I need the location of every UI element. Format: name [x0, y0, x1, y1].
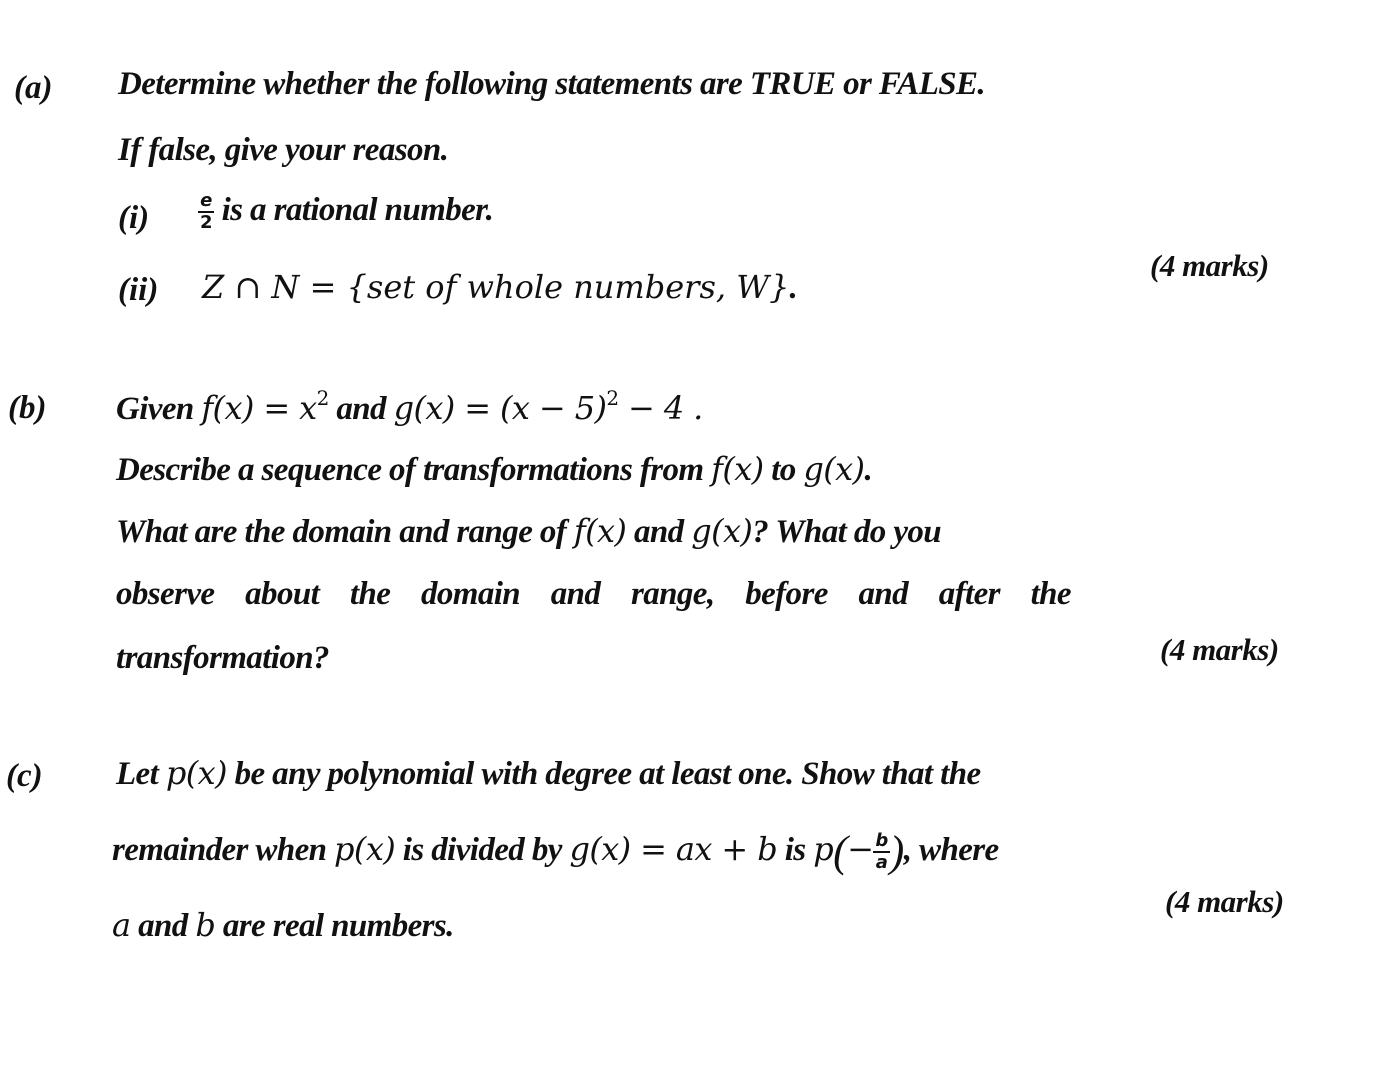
observe-word: the	[349, 576, 391, 612]
part-b-marks: (4 marks)	[1160, 632, 1279, 667]
fraction-denominator: a	[875, 852, 888, 874]
item-ii-label: (ii)	[118, 272, 159, 308]
and-text: and	[130, 908, 196, 944]
close-paren: )	[889, 827, 904, 876]
part-b-describe-line	[116, 450, 872, 489]
set-intersection-equation: Z ∩ N = {set of whole numbers, W}	[202, 268, 790, 306]
part-a-instruction-line1	[118, 66, 985, 103]
variable-a: a	[112, 906, 131, 944]
polynomial-text: be any polynomial with degree at least one. Show that the	[226, 756, 981, 792]
observe-word: about	[245, 576, 320, 612]
instruction-text: Determine whether the following statements are	[118, 66, 750, 102]
f-exponent: 2	[316, 386, 329, 410]
g-tail: − 4 .	[618, 389, 703, 427]
let-text: Let	[116, 756, 166, 792]
g-expression: g(x) = (x − 5)	[393, 389, 607, 427]
period: .	[789, 270, 798, 306]
part-c-marks: (4 marks)	[1165, 884, 1284, 919]
divisor-expression: g(x) = ax + b	[569, 830, 778, 868]
observe-word: before	[745, 576, 828, 612]
g-of-x: g(x)	[803, 450, 865, 488]
part-b-given-line	[116, 386, 703, 428]
observe-word: domain	[420, 576, 521, 612]
observe-word: and	[550, 576, 601, 612]
or-text: or	[835, 66, 879, 102]
minus-sign: −	[847, 830, 874, 868]
fraction-denominator: 2	[200, 212, 212, 234]
f-of-x: f(x)	[711, 450, 764, 488]
part-a-marks: (4 marks)	[1150, 248, 1269, 283]
item-ii-statement	[202, 268, 797, 307]
and-text: and	[626, 514, 692, 550]
p-of-x: p(x)	[165, 754, 227, 792]
observe-word: the	[1030, 576, 1071, 612]
f-expression: f(x) = x	[201, 389, 317, 427]
variable-b: b	[195, 906, 216, 944]
is-text: is	[777, 832, 814, 868]
e-over-2-fraction	[198, 192, 214, 232]
observe-word: range,	[631, 576, 715, 612]
observe-word: after	[938, 576, 1000, 612]
part-b-question-line	[116, 512, 1071, 551]
part-c-line1	[116, 754, 981, 793]
observe-word: and	[858, 576, 909, 612]
to-text: to	[763, 452, 804, 488]
false-keyword: FALSE	[878, 66, 978, 102]
and-text: and	[328, 391, 394, 427]
g-definition	[393, 386, 703, 427]
item-i-statement	[198, 192, 493, 232]
true-keyword: TRUE	[749, 66, 836, 102]
part-b-last-line: transformation?	[116, 640, 329, 676]
question-tail: ? What do you	[752, 514, 942, 550]
g-exponent: 2	[606, 386, 619, 410]
fraction-numerator: e	[198, 192, 214, 213]
divided-by-text: is divided by	[395, 832, 570, 868]
item-i-text: is a rational number.	[221, 192, 494, 228]
part-a-label: (a)	[14, 70, 53, 106]
fraction-numerator: b	[875, 830, 888, 852]
f-definition	[201, 386, 329, 427]
where-text: , where	[903, 832, 999, 868]
part-c-label: (c)	[6, 758, 43, 794]
open-paren: (	[833, 827, 848, 876]
period: .	[864, 452, 873, 488]
observe-word: observe	[116, 576, 215, 612]
item-i-label: (i)	[118, 200, 150, 236]
question-text: What are the domain and range of	[116, 514, 574, 550]
p-function: p	[813, 830, 834, 868]
g-of-x: g(x)	[691, 512, 753, 550]
part-c-line3	[112, 906, 454, 945]
b-over-a-fraction	[873, 832, 889, 872]
part-a-instruction-line2: If false, give your reason.	[118, 132, 449, 168]
given-text: Given	[116, 391, 202, 427]
p-of-x: p(x)	[334, 830, 396, 868]
real-numbers-text: are real numbers.	[215, 908, 454, 944]
f-of-x: f(x)	[573, 512, 627, 550]
period: .	[977, 66, 986, 102]
describe-text: Describe a sequence of transformations from	[116, 452, 712, 488]
part-c-line2	[112, 826, 999, 877]
remainder-text: remainder when	[112, 832, 335, 868]
part-b-observe-line	[116, 576, 1071, 613]
part-b-label: (b)	[8, 390, 47, 426]
